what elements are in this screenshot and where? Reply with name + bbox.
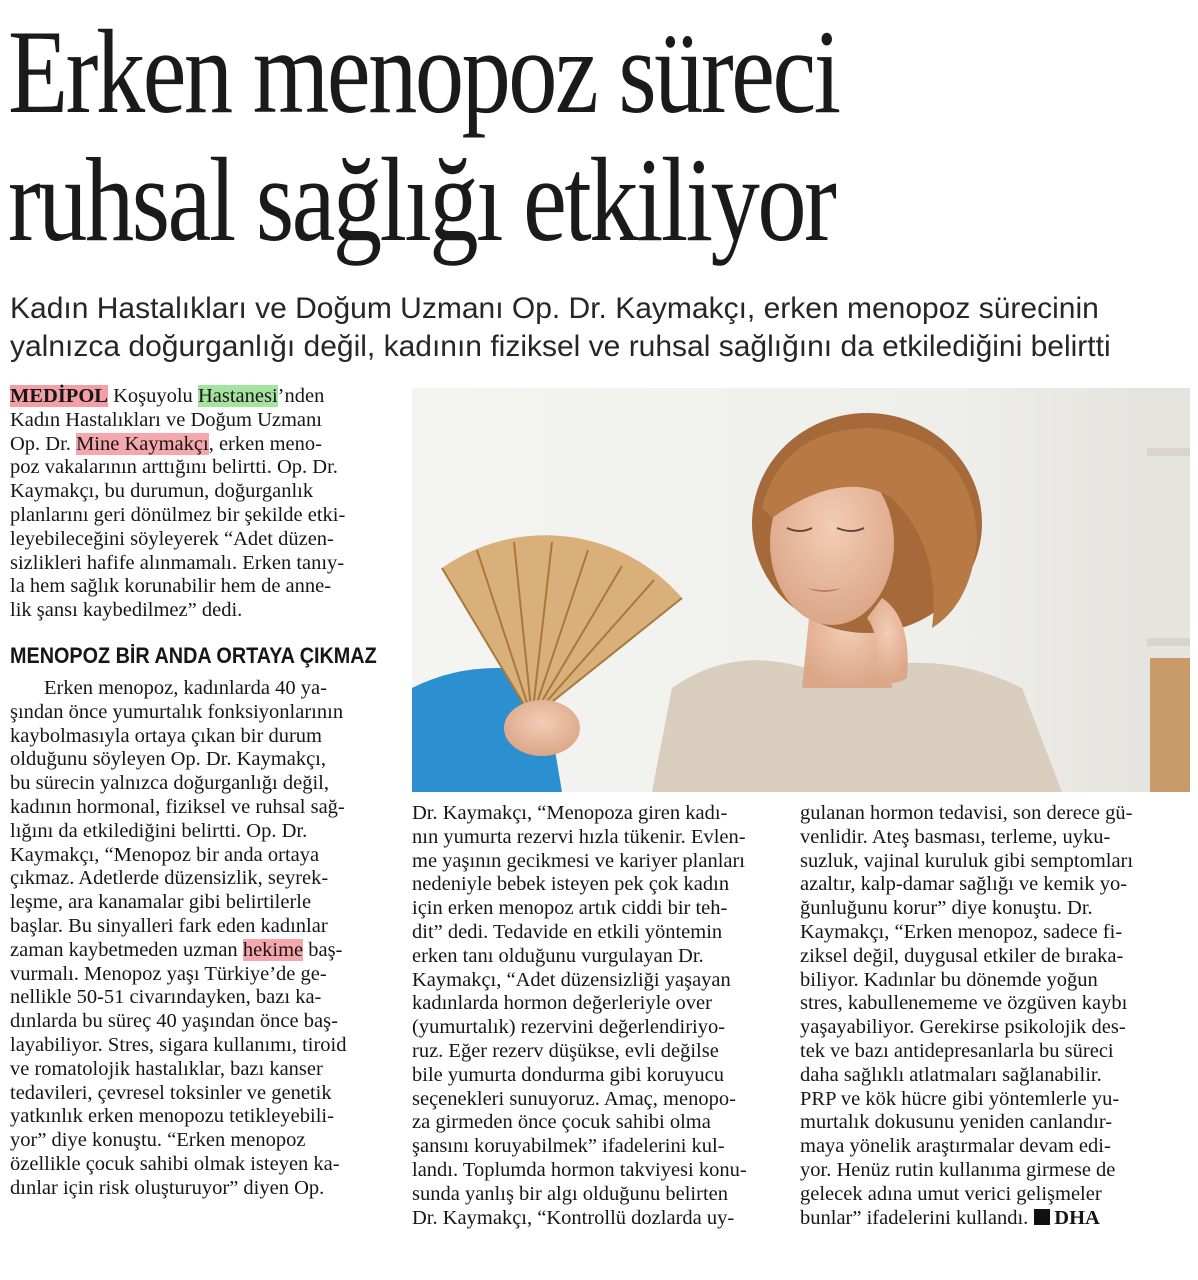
- body-line: yor” diye konuştu. “Erken menopoz: [10, 1129, 306, 1152]
- article-photo: [412, 388, 1190, 792]
- headline: [8, 5, 977, 266]
- body-line: ve romatolojik hastalıklar, bazı kanser: [10, 1057, 323, 1080]
- body-line: erken tanı olduğunu vurgulayan Dr.: [412, 944, 704, 967]
- body-line: PRP ve kök hücre gibi yöntemlerle yu-: [800, 1087, 1120, 1110]
- body-line: daha sağlıklı atlatmaları sağlanabilir.: [800, 1063, 1102, 1086]
- body-line: Kaymakçı, “Adet düzensizliği yaşayan: [412, 968, 731, 991]
- body-text: bunlar” ifadelerini kullandı.: [800, 1206, 1029, 1229]
- intro-line: planlarını geri dönülmez bir şekilde etki-: [10, 503, 346, 526]
- body-line: sunda yanlış bir algı olduğunu belirten: [412, 1182, 728, 1205]
- body-line: murtalık dokusunu yeniden canlandır-: [800, 1111, 1113, 1134]
- body-line: ğunluğunu korur” diye konuştu. Dr.: [800, 897, 1093, 920]
- body-line: nellikle 50-51 civarındayken, bazı ka-: [10, 986, 322, 1009]
- body-line: tek ve bazı antidepresanlarla bu süreci: [800, 1039, 1114, 1062]
- body-line: Kaymakçı, “Erken menopoz, sadece fi-: [800, 920, 1123, 943]
- body-line: me yaşının gecikmesi ve kariyer planları: [412, 849, 746, 872]
- body-line: lığını da etkilediğini belirtti. Op. Dr.: [10, 819, 308, 842]
- highlighted-word: hekime: [242, 938, 304, 961]
- body-line: olduğunu söyleyen Op. Dr. Kaymakçı,: [10, 748, 326, 771]
- body-line: nedeniyle bebek isteyen pek çok kadın: [412, 873, 730, 896]
- intro-line: Kaymakçı, bu durumun, doğurganlık: [10, 480, 314, 503]
- intro-text: Koşuyolu: [113, 385, 193, 407]
- body-line-last: [800, 1207, 1190, 1231]
- body-line: çıkmaz. Adetlerde düzensizlik, seyrek-: [10, 867, 329, 890]
- intro-line: leyebileceğini söyleyerek “Adet düzen-: [10, 527, 334, 550]
- body-line: kadının hormonal, fiziksel ve ruhsal sağ-: [10, 795, 345, 818]
- body-line: Erken menopoz, kadınlarda 40 ya-: [44, 676, 327, 699]
- body-text: baş-: [303, 938, 343, 961]
- hospital-word: Hastanesi: [197, 385, 278, 407]
- column-2: [412, 802, 782, 1230]
- column-1: [10, 385, 375, 1201]
- body-line: şından önce yumurtalık fonksiyonlarının: [10, 700, 344, 723]
- deck-line-2: yalnızca doğurganlığı değil, kadının fiziksel ve ruhsal sağlığını da etkilediğini belirtti: [10, 330, 1111, 363]
- headline-line-1: Erken menopoz süreci: [8, 5, 839, 138]
- body-line: şansını koruyabilmek” ifadelerini kul-: [412, 1135, 725, 1158]
- column-3: [800, 802, 1190, 1230]
- body-line: gelecek adına umut verici gelişmeler: [800, 1182, 1102, 1205]
- body-line: nın yumurta rezervi hızla tükenir. Evlen-: [412, 825, 746, 848]
- body-line: leşme, ara kanamalar gibi belirtilerle: [10, 891, 312, 914]
- doctor-name: Mine Kaymakçı: [76, 432, 209, 455]
- intro-line: sizlikleri hafife alınmamalı. Erken tanıy-: [10, 551, 345, 574]
- body-line: dınlarda bu süreç 40 yaşından önce baş-: [10, 1010, 338, 1033]
- intro-line: la hem sağlık korunabilir hem de anne-: [10, 575, 332, 598]
- body-line: tedavileri, çevresel toksinler ve genetik: [10, 1081, 332, 1104]
- body-line: venlidir. Ateş basması, terleme, uyku-: [800, 825, 1111, 848]
- body-line: biliyor. Kadınlar bu dönemde yoğun: [800, 968, 1098, 991]
- body-line: landı. Toplumda hormon takviyesi konu-: [412, 1158, 747, 1181]
- intro-text: , erken meno-: [208, 432, 322, 455]
- body-line: yaşayabiliyor. Gerekirse psikolojik des-: [800, 1016, 1126, 1039]
- body-line: başlar. Bu sinyalleri fark eden kadınlar: [10, 914, 328, 937]
- body-line: vurmalı. Menopoz yaşı Türkiye’de ge-: [10, 962, 327, 985]
- intro-text: ’nden: [277, 385, 325, 407]
- body-line: suzluk, vajinal kuruluk gibi semptomları: [800, 849, 1134, 872]
- body-line: ruz. Eğer rezerv düşükse, evli değilse: [412, 1039, 719, 1062]
- intro-line: lik şansı kaybedilmez” dedi.: [10, 599, 243, 622]
- body-line: özellikle çocuk sahibi olmak isteyen ka-: [10, 1152, 340, 1175]
- body-line: bile yumurta dondurma gibi koruyucu: [412, 1063, 724, 1086]
- body-line: ziksel değil, duygusal etkiler de bıraka-: [800, 944, 1124, 967]
- body-line: dit” dedi. Tedavide en etkili yöntemin: [412, 920, 723, 943]
- deck: [10, 290, 1190, 366]
- body-line: za girmeden önce çocuk sahibi olma: [412, 1111, 711, 1134]
- body-line: stres, kabullenememe ve özgüven kaybı: [800, 992, 1128, 1015]
- body-line: yor. Henüz rutin kullanıma girmese de: [800, 1158, 1116, 1181]
- hospital-name: MEDİPOL: [10, 385, 108, 407]
- headline-line-2: ruhsal sağlığı etkiliyor: [8, 133, 835, 266]
- body-line: gulanan hormon tedavisi, son derece gü-: [800, 802, 1133, 824]
- intro-line-1: [10, 385, 375, 409]
- body-line: kadınlarda hormon değerleriyle over: [412, 992, 712, 1015]
- body-line: yatkınlık erken menopozu tetikleyebili-: [10, 1105, 334, 1128]
- intro-line-3: [10, 433, 375, 457]
- body-line: Dr. Kaymakçı, “Kontrollü dozlarda uy-: [412, 1206, 735, 1229]
- section-subheading: MENOPOZ BİR ANDA ORTAYA ÇIKMAZ: [10, 642, 377, 668]
- body-line: seçenekleri sunuyoruz. Amaç, menopo-: [412, 1087, 736, 1110]
- agency-name: DHA: [1054, 1206, 1100, 1229]
- body-line: kaybolmasıyla ortaya çıkan bir durum: [10, 724, 322, 747]
- body-line: Dr. Kaymakçı, “Menopoza giren kadı-: [412, 802, 728, 824]
- body-line: maya yönelik araştırmalar devam edi-: [800, 1135, 1111, 1158]
- body-line: dınlar için risk oluşturuyor” diyen Op.: [10, 1176, 325, 1199]
- woman-with-fan-illustration: [412, 388, 1190, 792]
- body-line: için erken menopoz artık ciddi bir teh-: [412, 897, 728, 920]
- body-line: layabiliyor. Stres, sigara kullanımı, tiroid: [10, 1033, 347, 1056]
- body-line: [10, 939, 375, 963]
- end-mark-square-icon: [1034, 1209, 1050, 1225]
- body-line: Kaymakçı, “Menopoz bir anda ortaya: [10, 843, 320, 866]
- intro-line: poz vakalarının arttığını belirtti. Op. Dr.: [10, 456, 338, 479]
- body-line: azaltır, kalp-damar sağlığı ve kemik yo-: [800, 873, 1128, 896]
- body-line: bu sürecin yalnızca doğurganlığı değil,: [10, 772, 329, 795]
- body-text: zaman kaybetmeden uzman: [10, 938, 243, 961]
- deck-line-1: Kadın Hastalıkları ve Doğum Uzmanı Op. Dr. Kaymakçı, erken menopoz sürecinin: [10, 292, 1099, 325]
- body-line: (yumurtalık) rezervini değerlendiriyo-: [412, 1016, 726, 1039]
- intro-text: Op. Dr.: [10, 432, 71, 455]
- intro-line-2: Kadın Hastalıkları ve Doğum Uzmanı: [10, 408, 322, 431]
